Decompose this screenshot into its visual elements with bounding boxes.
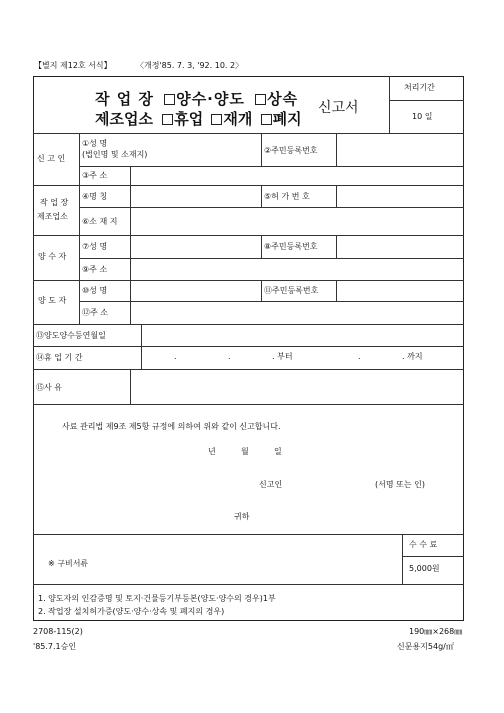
footer-approval: '85.7.1승인 <box>33 642 77 651</box>
closure-dot-1: . <box>174 352 177 361</box>
date-month: 월 <box>241 447 249 456</box>
footer-code: 2708-115(2) <box>33 627 83 636</box>
title-line2-prefix: 제조업소 <box>95 110 153 128</box>
reason-label: ⑮사 유 <box>36 383 62 392</box>
closure-dot-2: . <box>228 352 231 361</box>
closure-from: . 부터 <box>272 352 293 361</box>
closure-period-input[interactable] <box>143 348 461 367</box>
footer-paper: 신문용지54g/㎡ <box>397 642 454 651</box>
transferee-name-label: ⑦성 명 <box>82 242 108 251</box>
attachments-title: ※ 구비서류 <box>48 559 89 568</box>
transferor-section-label: 양 도 자 <box>38 296 67 305</box>
addressee: 귀하 <box>234 512 250 521</box>
declaration-text: 사료 관리법 제9조 제5항 규정에 의하여 위와 같이 신고합니다. <box>62 422 281 431</box>
footer-size: 190㎜×268㎜ <box>409 627 463 636</box>
transferee-address-input[interactable] <box>132 260 461 278</box>
transferor-id-label: ⑪주민등록번호 <box>264 286 319 295</box>
workshop-section-label-2: 제조업소 <box>37 212 68 221</box>
fee-value: 5,000원 <box>409 564 440 573</box>
checkbox-resume[interactable] <box>211 114 222 125</box>
transferee-name-input[interactable] <box>132 237 258 256</box>
reporter-section-label: 신 고 인 <box>37 154 66 163</box>
workshop-location-input[interactable] <box>132 209 461 233</box>
title-line-1 <box>95 88 298 109</box>
reporter-name-sub: (법인명 및 소재지) <box>82 150 148 159</box>
transferor-name-input[interactable] <box>132 282 258 299</box>
processing-value: 10 일 <box>412 112 433 121</box>
option-transfer: 양수·양도 <box>176 90 245 108</box>
workshop-name-label: ④명 칭 <box>82 192 108 201</box>
processing-label: 처리기간 <box>404 83 435 92</box>
reason-input[interactable] <box>132 371 461 402</box>
signer-label: 신고인 <box>259 480 283 489</box>
reporter-name-input[interactable] <box>170 138 258 162</box>
transferee-id-input[interactable] <box>339 237 461 256</box>
transferee-section-label: 양 수 자 <box>38 252 67 261</box>
transferor-id-input[interactable] <box>339 282 461 299</box>
title-line1-prefix: 작 업 장 <box>95 90 154 108</box>
form-number: 【별지 제12호 서식】 <box>34 61 112 70</box>
closure-period-label: ⑭휴 업 기 간 <box>36 353 83 362</box>
option-inherit: 상속 <box>267 90 299 108</box>
transfer-date-label: ⑬양도양수등연월일 <box>36 331 106 340</box>
revision-note: 〈개정'85. 7. 3, '92. 10. 2〉 <box>136 61 244 70</box>
workshop-permit-label: ⑤허 가 번 호 <box>264 192 310 201</box>
transferor-address-input[interactable] <box>132 303 461 322</box>
option-resume: 재개 <box>223 110 253 128</box>
option-suspend: 휴업 <box>174 110 204 128</box>
transfer-date-input[interactable] <box>143 326 461 344</box>
transferee-id-label: ⑧주민등록번호 <box>264 242 318 251</box>
workshop-section-label-1: 작 업 장 <box>40 198 69 207</box>
workshop-location-label: ⑥소 재 지 <box>82 217 118 226</box>
reporter-id-label: ②주민등록번호 <box>264 146 318 155</box>
signature-hint: (서명 또는 인) <box>375 480 425 489</box>
reporter-address-label: ③주 소 <box>82 171 108 180</box>
reporter-name-label: ①성 명 <box>82 139 108 148</box>
checkbox-inherit[interactable] <box>255 94 266 105</box>
checkbox-close[interactable] <box>261 114 272 125</box>
date-year: 년 <box>208 447 216 456</box>
checkbox-suspend[interactable] <box>162 114 173 125</box>
checkbox-transfer[interactable] <box>164 94 175 105</box>
attachment-item-1: 1. 양도자의 인감증명 및 토지·건물등기부등본(양도·양수의 경우)1부 <box>38 594 276 603</box>
title-line-2 <box>95 108 302 129</box>
transferee-address-label: ⑨주 소 <box>82 265 108 274</box>
transferor-name-label: ⑩성 명 <box>82 286 108 295</box>
option-close: 폐지 <box>272 110 302 128</box>
fee-label: 수 수 료 <box>409 540 438 549</box>
closure-dot-3: . <box>358 352 361 361</box>
workshop-permit-input[interactable] <box>339 187 461 205</box>
transferor-address-label: ⑫주 소 <box>82 308 108 317</box>
workshop-name-input[interactable] <box>132 187 258 205</box>
signature-field[interactable] <box>290 476 370 492</box>
title-suffix: 신고서 <box>318 100 359 116</box>
closure-until: . 까지 <box>402 352 423 361</box>
reporter-id-input[interactable] <box>339 136 461 164</box>
attachment-item-2: 2. 작업장 설치허가증(양도·양수·상속 및 폐지의 경우) <box>38 607 225 616</box>
date-day: 일 <box>274 447 282 456</box>
reporter-address-input[interactable] <box>132 168 461 183</box>
